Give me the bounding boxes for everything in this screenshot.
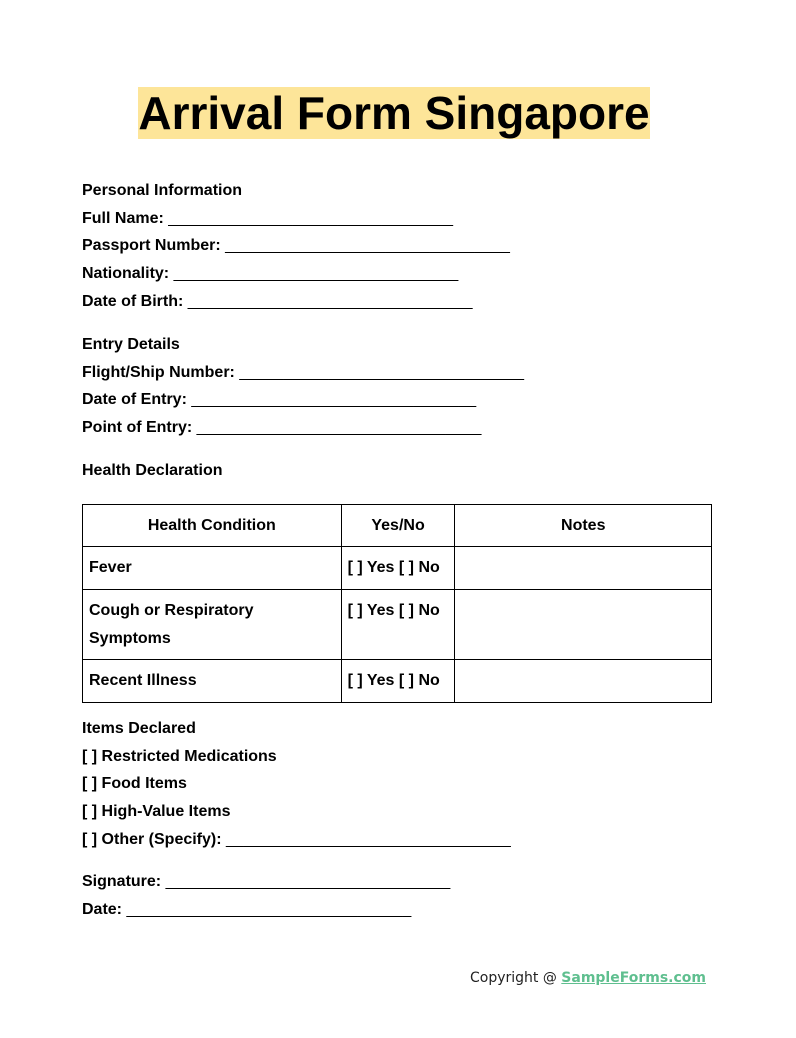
dob-blank[interactable]: ________________________________ <box>187 293 473 310</box>
passport-label: Passport Number: <box>82 237 221 254</box>
flight-blank[interactable]: ________________________________ <box>239 364 525 381</box>
personal-heading: Personal Information <box>82 182 243 199</box>
title-wrapper <box>0 87 788 139</box>
header-condition: Health Condition <box>83 505 342 547</box>
table-header-row <box>83 505 712 547</box>
items-heading: Items Declared <box>82 720 196 737</box>
passport-field[interactable] <box>82 236 510 256</box>
notes-cell[interactable] <box>455 547 712 590</box>
full-name-field[interactable] <box>82 209 453 229</box>
entry-heading: Entry Details <box>82 336 180 353</box>
item-restricted-medications[interactable]: [ ] Restricted Medications <box>82 748 277 765</box>
flight-field[interactable] <box>82 363 524 383</box>
yes-no-cell[interactable]: [ ] Yes [ ] No <box>341 547 455 590</box>
entry-point-field[interactable] <box>82 418 481 438</box>
condition-cell: Fever <box>83 547 342 590</box>
signature-blank[interactable]: ________________________________ <box>165 873 451 890</box>
signature-field[interactable] <box>82 872 450 892</box>
item-other-label: [ ] Other (Specify): <box>82 831 222 848</box>
notes-cell[interactable] <box>455 660 712 703</box>
entry-point-blank[interactable]: ________________________________ <box>196 419 482 436</box>
dob-field[interactable] <box>82 292 473 312</box>
copyright <box>470 968 706 988</box>
page-title: Arrival Form Singapore <box>138 87 650 139</box>
item-high-value[interactable]: [ ] High-Value Items <box>82 803 231 820</box>
nationality-label: Nationality: <box>82 265 170 282</box>
full-name-blank[interactable]: ________________________________ <box>168 210 453 227</box>
signature-date-field[interactable] <box>82 900 411 920</box>
entry-date-field[interactable] <box>82 390 476 410</box>
dob-label: Date of Birth: <box>82 293 184 310</box>
item-other-field[interactable] <box>82 830 511 850</box>
condition-cell: Cough or Respiratory Symptoms <box>83 590 342 660</box>
brand-link[interactable]: SampleForms.com <box>561 970 706 986</box>
entry-date-blank[interactable]: ________________________________ <box>191 391 477 408</box>
entry-point-label: Point of Entry: <box>82 419 193 436</box>
header-yes-no: Yes/No <box>341 505 455 547</box>
signature-date-label: Date: <box>82 901 123 918</box>
table-row <box>83 590 712 660</box>
signature-date-blank[interactable]: ________________________________ <box>126 901 412 918</box>
health-table <box>82 504 712 703</box>
notes-cell[interactable] <box>455 590 712 660</box>
entry-date-label: Date of Entry: <box>82 391 187 408</box>
header-notes: Notes <box>455 505 712 547</box>
health-heading: Health Declaration <box>82 462 223 479</box>
yes-no-cell[interactable]: [ ] Yes [ ] No <box>341 590 455 660</box>
item-food[interactable]: [ ] Food Items <box>82 775 187 792</box>
nationality-blank[interactable]: ________________________________ <box>173 265 459 282</box>
condition-cell: Recent Illness <box>83 660 342 703</box>
nationality-field[interactable] <box>82 264 458 284</box>
table-row <box>83 660 712 703</box>
full-name-label: Full Name: <box>82 210 164 227</box>
table-row <box>83 547 712 590</box>
copyright-prefix: Copyright @ <box>469 970 562 986</box>
passport-blank[interactable]: ________________________________ <box>225 237 510 254</box>
flight-label: Flight/Ship Number: <box>82 364 235 381</box>
signature-label: Signature: <box>82 873 162 890</box>
item-other-blank[interactable]: ________________________________ <box>226 831 511 848</box>
yes-no-cell[interactable]: [ ] Yes [ ] No <box>341 660 455 703</box>
